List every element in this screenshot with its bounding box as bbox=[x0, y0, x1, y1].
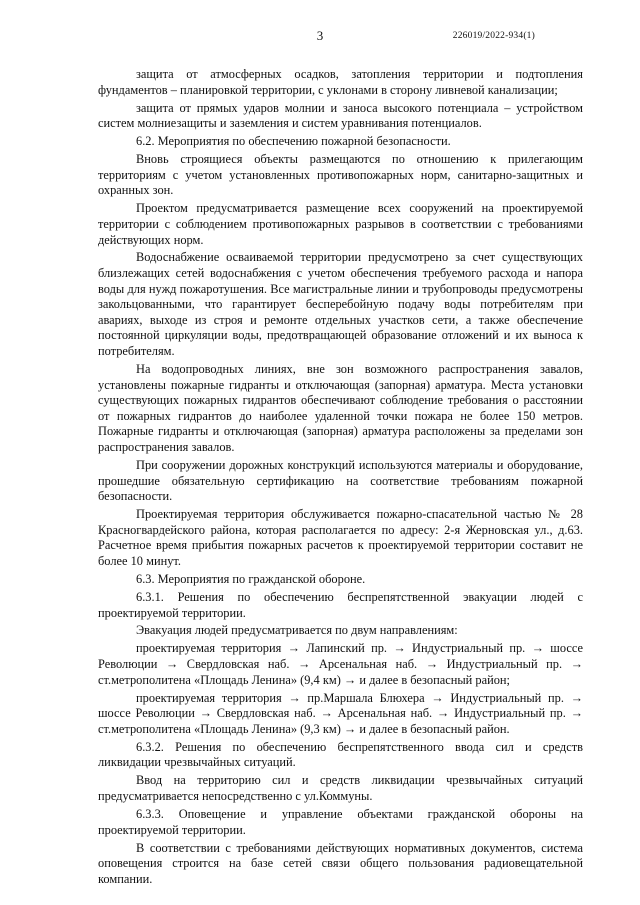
paragraph-new-objects: Вновь строящиеся объекты размещаются по отношению к прилегающим территориям с учетом установленных противопожарных норм, санитарно-защитных и охранных зон. bbox=[98, 152, 583, 198]
paragraph-notification-system: В соответствии с требованиями действующих нормативных документов, система оповещения строится на базе сетей связи общего пользования радиовещательной компании. bbox=[98, 840, 583, 886]
paragraph-fire-breaks: Проектом предусматривается размещение всех сооружений на проектируемой территории с соблюдением противопожарных разрывов в соответствии с требованиями действующих норм. bbox=[98, 201, 583, 247]
paragraph-evacuation-route-1: проектируемая территория → Лапинский пр. → Индустриальный пр. → шоссе Революции → Свердловская наб. → Арсенальная наб. → Индустриальный пр. → ст.метрополитена «Площадь Ленина» (9,4 км) → и далее в безопасный район; bbox=[98, 641, 583, 687]
subsection-6-3-3: 6.3.3. Оповещение и управление объектами гражданской обороны на проектируемой территории. bbox=[98, 806, 583, 837]
paragraph-hydrants: На водопроводных линиях, вне зон возможного распространения завалов, установлены пожарные гидранты и отключающая (запорная) арматура. Места установки существующих пожарных гидрантов обеспечивают соблюдение требования о расстоянии от пожарных гидрантов до наиболее удаленной точки пожара не более 150 метров. Пожарные гидранты и отключающая (запорная) арматура расположены за пределами зон распространения завалов. bbox=[98, 362, 583, 454]
document-body bbox=[98, 67, 583, 890]
paragraph-evacuation-intro: Эвакуация людей предусматривается по двум направлениям: bbox=[136, 623, 458, 638]
paragraph-road-materials: При сооружении дорожных конструкций используются материалы и оборудование, прошедшие обязательную сертификацию на соответствие требованиям пожарной безопасности. bbox=[98, 457, 583, 504]
subsection-6-3-2: 6.3.2. Решения по обеспечению беспрепятственного ввода сил и средств ликвидации чрезвычайных ситуаций. bbox=[98, 739, 583, 770]
paragraph-flood-protection: защита от атмосферных осадков, затопления территории и подтопления фундаментов – планировкой территории, с уклонами в сторону ливневой канализации; bbox=[98, 67, 583, 97]
document-id: 226019/2022-934(1) bbox=[452, 31, 535, 41]
paragraph-water-supply: Водоснабжение осваиваемой территории предусмотрено за счет существующих близлежащих сетей водоснабжения с учетом обеспечения требуемого расхода и напора воды для нужд пожаротушения. Все магистральные линии и трубопроводы предусмотрены закольцованными, что гарантирует бесперебойную подачу воды потребителям при авариях, выходе из строя и ремонте отдельных участков сети, а также обеспечение постоянной циркуляции воды, предотвращающей образование отложений и их выноса к потребителям. bbox=[98, 250, 583, 359]
paragraph-fire-station: Проектируемая территория обслуживается пожарно-спасательной частью № 28 Красногвардейского района, которая располагается по адресу: 2-я Жерновская ул., д.63. Расчетное время прибытия пожарных расчетов к проектируемой территории составит не более 10 минут. bbox=[98, 507, 583, 568]
section-heading-6-2: 6.2. Мероприятия по обеспечению пожарной безопасности. bbox=[136, 134, 451, 149]
paragraph-lightning-protection: защита от прямых ударов молнии и заноса высокого потенциала – устройством систем молниезащиты и заземления и систем уравнивания потенциалов. bbox=[98, 100, 583, 131]
page-number: 3 bbox=[316, 28, 324, 43]
paragraph-evacuation-route-2: проектируемая территория → пр.Маршала Блюхера → Индустриальный пр. → шоссе Революции → Свердловская наб. → Арсенальная наб. → Индустриальный пр. → ст.метрополитена «Площадь Ленина» (9,3 км) → и далее в безопасный район. bbox=[98, 690, 583, 736]
subsection-6-3-1: 6.3.1. Решения по обеспечению беспрепятственной эвакуации людей с проектируемой территории. bbox=[98, 589, 583, 620]
paragraph-forces-entry: Ввод на территорию сил и средств ликвидации чрезвычайных ситуаций предусматривается непосредственно с ул.Коммуны. bbox=[98, 773, 583, 803]
section-heading-6-3: 6.3. Мероприятия по гражданской обороне. bbox=[136, 571, 366, 586]
